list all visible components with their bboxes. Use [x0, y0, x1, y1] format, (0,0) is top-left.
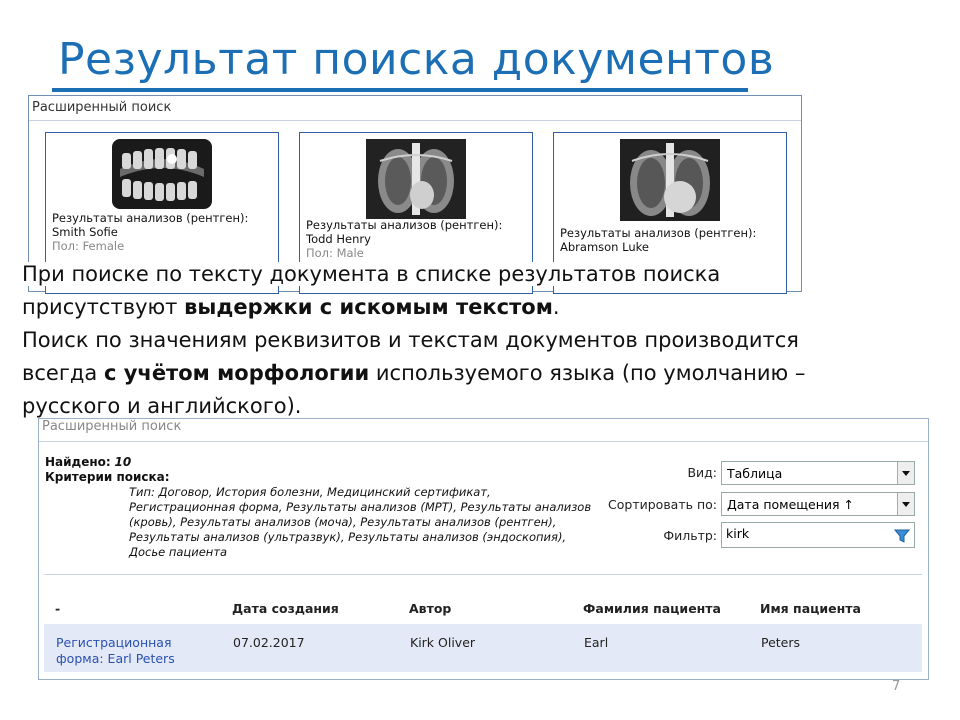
cell-last-name: Earl: [584, 635, 609, 650]
page-number: 7: [892, 679, 901, 694]
column-header[interactable]: Дата создания: [232, 601, 339, 616]
text-segment: всегда: [22, 361, 104, 385]
column-header[interactable]: -: [55, 601, 61, 616]
cell-date: 07.02.2017: [233, 635, 305, 650]
card-caption: Результаты анализов (рентген):: [52, 211, 249, 225]
text-segment: используемого языка (по умолчанию –: [369, 361, 806, 385]
chest-xray-thumbnail[interactable]: [620, 139, 720, 209]
filter-icon[interactable]: [894, 528, 910, 551]
explanation-text: [22, 258, 922, 423]
found-label: Найдено:: [45, 455, 111, 469]
card-patient-name[interactable]: Abramson Luke: [560, 240, 649, 254]
criteria-text: Тип: Договор, История болезни, Медицинский сертификат, Регистрационная форма, Результаты анализов (МРТ), Результаты анализов (кровь), Результаты анализов (моча), Результаты анализов (рентген), Результаты анализов (ультразвук), Результаты анализов (эндоскопия), Досье пациента: [129, 485, 592, 559]
view-label: Вид:: [687, 465, 717, 480]
sort-select[interactable]: [721, 492, 915, 516]
filter-input-value: kirk: [726, 526, 750, 541]
card-gender: Пол: Female: [52, 239, 125, 253]
panel-header: Расширенный поиск: [29, 96, 801, 121]
chevron-down-icon[interactable]: [897, 493, 914, 515]
sort-label: Сортировать по:: [608, 497, 717, 512]
text-line: русского и английского).: [22, 394, 302, 418]
text-segment: присутствуют: [22, 295, 185, 319]
chest-xray-thumbnail[interactable]: [366, 139, 466, 209]
card-caption: Результаты анализов (рентген):: [306, 218, 503, 232]
card-gender: Пол: Male: [306, 246, 364, 260]
text-bold: с учётом морфологии: [103, 361, 370, 385]
card-patient-name[interactable]: Todd Henry: [306, 232, 371, 246]
filter-label: Фильтр:: [663, 528, 717, 543]
found-count: [45, 455, 131, 469]
sort-select-value: Дата помещения ↑: [727, 497, 855, 512]
view-select-value: Таблица: [727, 466, 783, 481]
chevron-down-icon[interactable]: [897, 462, 914, 484]
table-row[interactable]: [44, 624, 922, 672]
cell-author: Kirk Oliver: [410, 635, 476, 650]
column-header[interactable]: Фамилия пациента: [583, 601, 721, 616]
view-select[interactable]: [721, 461, 915, 485]
found-number: 10: [114, 455, 132, 469]
card-patient-name[interactable]: Smith Sofie: [52, 225, 118, 239]
cell-first-name: Peters: [761, 635, 801, 650]
slide-title: Результат поиска документов: [58, 34, 775, 85]
dental-xray-thumbnail[interactable]: [112, 139, 212, 209]
column-header[interactable]: Имя пациента: [760, 601, 861, 616]
text-segment: .: [552, 295, 560, 319]
card-caption: Результаты анализов (рентген):: [560, 226, 757, 240]
text-bold: выдержки с искомым текстом: [184, 295, 553, 319]
panel-header: Расширенный поиск: [39, 419, 928, 442]
table-results-panel: [38, 418, 929, 680]
document-link[interactable]: Регистрационная форма: Earl Peters: [56, 635, 175, 666]
column-header[interactable]: Автор: [409, 601, 452, 616]
text-line: Поиск по значениям реквизитов и текстам документов производится: [22, 328, 799, 352]
title-underline: [52, 88, 748, 92]
separator: [44, 574, 922, 575]
criteria-label: Критерии поиска:: [45, 470, 170, 484]
filter-input[interactable]: [721, 522, 915, 548]
text-line: При поиске по тексту документа в списке результатов поиска: [10, 262, 726, 286]
